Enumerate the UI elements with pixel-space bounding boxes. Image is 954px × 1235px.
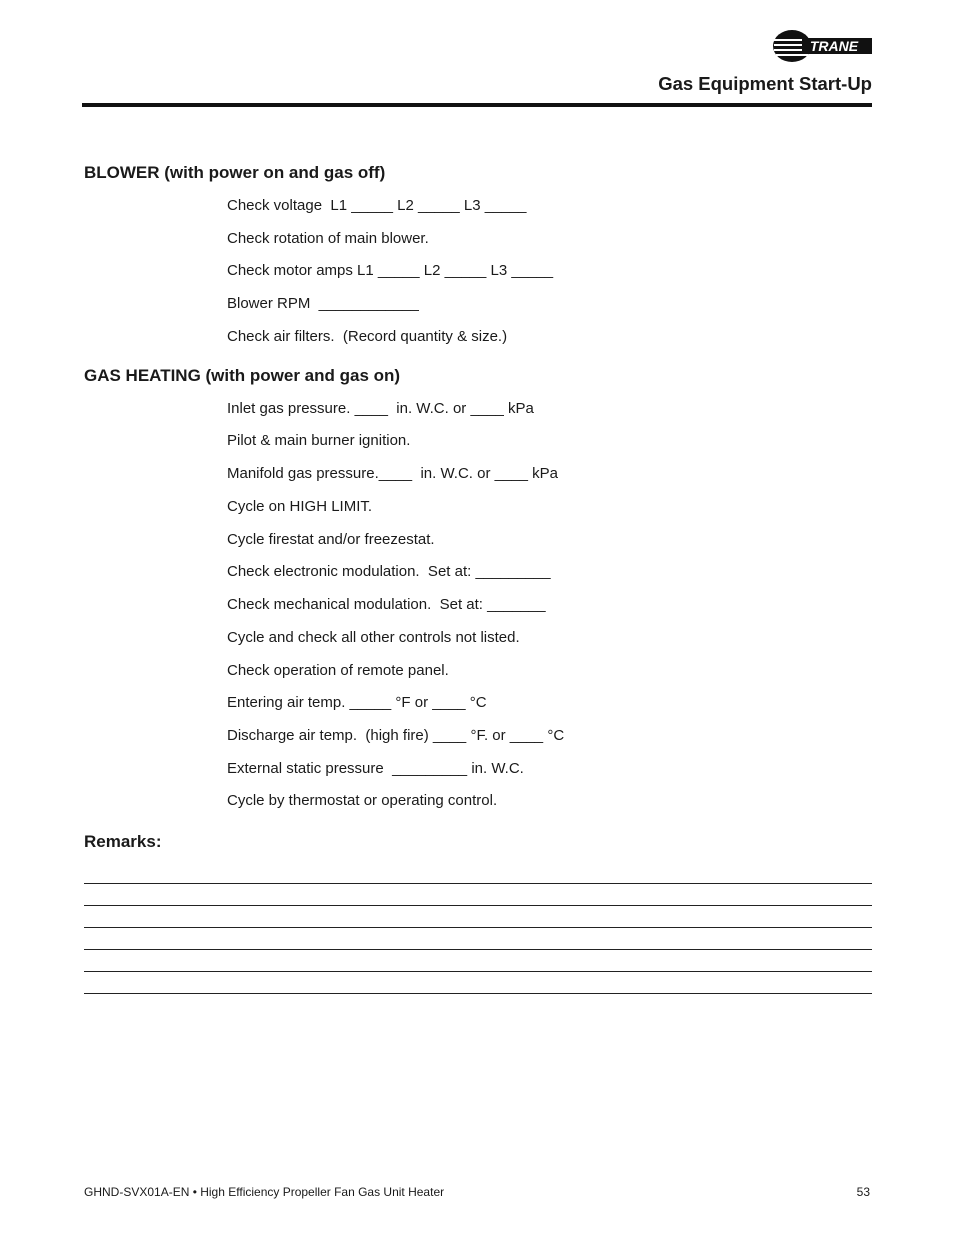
header-divider xyxy=(82,103,872,107)
gas-heating-item: Cycle firestat and/or freezestat. xyxy=(227,531,435,548)
gas-heating-item: Check mechanical modulation. Set at: _______ xyxy=(227,596,546,613)
gas-heating-item: Manifold gas pressure.____ in. W.C. or ____ kPa xyxy=(227,465,559,482)
gas-heating-item: External static pressure _________ in. W.C. xyxy=(227,760,524,777)
gas-heating-item: Check electronic modulation. Set at: _________ xyxy=(227,563,551,580)
footer-document-id: GHND-SVX01A-EN • High Efficiency Propeller Fan Gas Unit Heater xyxy=(84,1185,445,1199)
gas-heating-item: Pilot & main burner ignition. xyxy=(227,432,411,449)
remarks-line xyxy=(84,971,872,972)
gas-heating-item: Entering air temp. _____ °F or ____ °C xyxy=(227,694,487,711)
svg-text:TRANE: TRANE xyxy=(809,38,859,54)
gas-heating-item: Discharge air temp. (high fire) ____ °F. or ____ °C xyxy=(227,727,565,744)
gas-heating-item: Inlet gas pressure. ____ in. W.C. or ____ kPa xyxy=(227,400,534,417)
blower-item: Blower RPM ____________ xyxy=(227,295,419,312)
gas-heating-item: Cycle on HIGH LIMIT. xyxy=(227,498,373,515)
gas-heating-heading: GAS HEATING (with power and gas on) xyxy=(84,366,401,385)
page-number: 53 xyxy=(856,1185,870,1199)
gas-heating-item: Cycle by thermostat or operating control. xyxy=(227,792,498,809)
page-title: Gas Equipment Start-Up xyxy=(658,73,872,94)
remarks-line xyxy=(84,927,872,928)
remarks-line xyxy=(84,993,872,994)
trane-logo xyxy=(772,28,874,64)
gas-heating-item: Cycle and check all other controls not listed. xyxy=(227,629,520,646)
remarks-line xyxy=(84,905,872,906)
blower-item: Check voltage L1 _____ L2 _____ L3 _____ xyxy=(227,197,527,214)
remarks-line xyxy=(84,949,872,950)
blower-item: Check air filters. (Record quantity & size.) xyxy=(227,328,508,345)
remarks-heading: Remarks: xyxy=(84,832,162,851)
gas-heating-item: Check operation of remote panel. xyxy=(227,662,449,679)
remarks-line xyxy=(84,883,872,884)
blower-item: Check motor amps L1 _____ L2 _____ L3 _____ xyxy=(227,262,554,279)
blower-item: Check rotation of main blower. xyxy=(227,230,429,247)
blower-heading: BLOWER (with power on and gas off) xyxy=(84,163,386,182)
